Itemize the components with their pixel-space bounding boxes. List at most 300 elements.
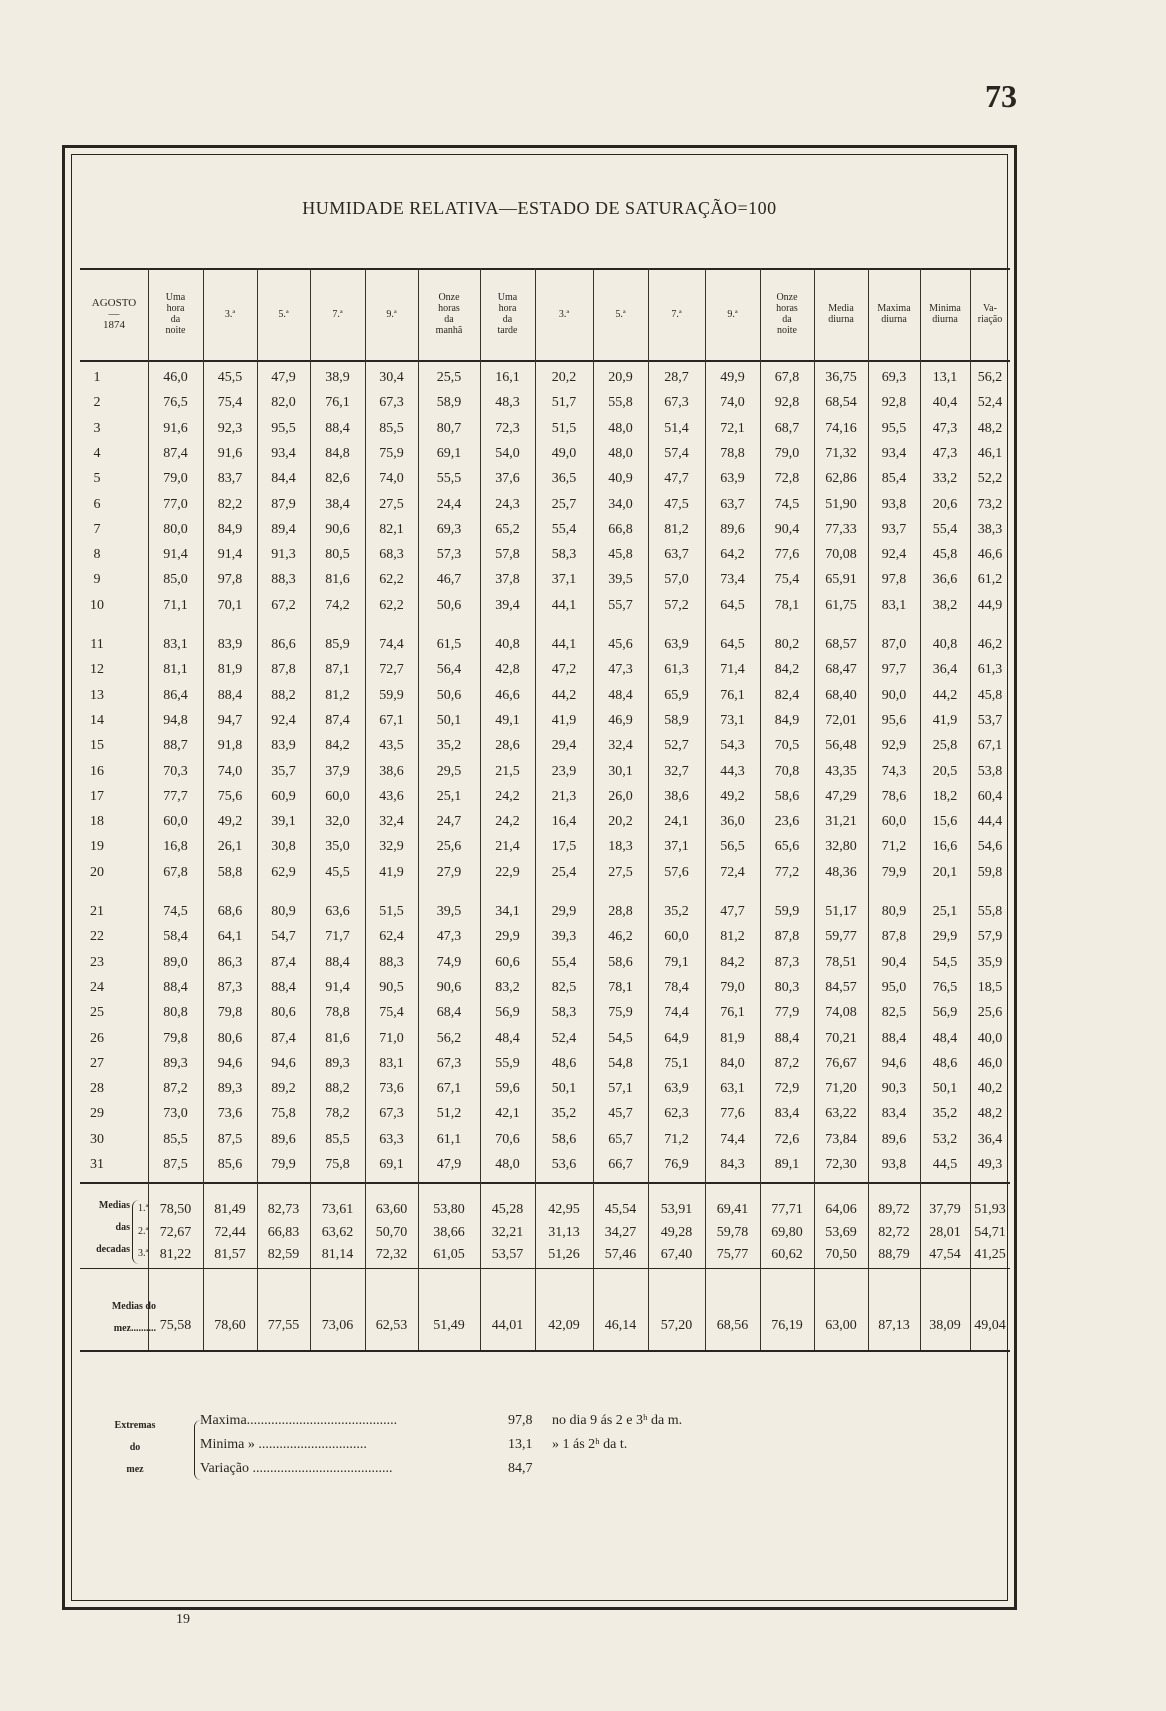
column-header: Uma hora da noite — [165, 292, 186, 336]
table-cell: 60,6 — [495, 954, 520, 970]
column-header: Onze horas da noite — [776, 292, 798, 336]
day-number: 23 — [90, 954, 104, 970]
table-cell: 80,7 — [436, 420, 462, 436]
table-cell: 83,7 — [217, 471, 243, 487]
table-cell: 20,9 — [608, 370, 633, 385]
table-cell: 91,6 — [217, 445, 243, 461]
table-cell: 33,2 — [932, 471, 958, 487]
table-cell: 35,2 — [932, 1106, 958, 1122]
decade-cell: 42,95 — [548, 1202, 580, 1217]
table-cell: 55,5 — [436, 471, 462, 487]
table-cell: 75,4 — [217, 395, 243, 411]
table-cell: 51,2 — [436, 1106, 462, 1122]
table-cell: 57,3 — [436, 547, 462, 563]
table-cell: 68,57 — [825, 637, 857, 652]
table-cell: 89,6 — [271, 1131, 296, 1147]
table-cell: 69,1 — [379, 1157, 404, 1172]
table-cell: 44,3 — [720, 763, 745, 779]
extremes-name: Minima » ............................... — [200, 1437, 367, 1452]
day-number: 9 — [93, 572, 101, 588]
table-cell: 75,8 — [271, 1106, 296, 1122]
table-cell: 92,8 — [774, 395, 800, 411]
decade-cell: 34,27 — [604, 1224, 637, 1240]
table-cell: 21,3 — [551, 788, 577, 804]
table-cell: 72,30 — [825, 1157, 857, 1172]
decade-cell: 72,44 — [214, 1224, 246, 1240]
table-cell: 88,3 — [379, 954, 404, 970]
table-cell: 84,2 — [325, 738, 350, 754]
table-cell: 61,3 — [664, 662, 689, 678]
column-header: Media diurna — [828, 303, 854, 325]
table-cell: 85,0 — [163, 572, 188, 588]
footer-signature: 19 — [176, 1612, 190, 1627]
table-cell: 82,4 — [774, 687, 800, 703]
extremes-label: Extremas do mez — [114, 1420, 156, 1475]
table-cell: 75,6 — [217, 788, 243, 804]
table-cell: 46,7 — [436, 572, 462, 588]
table-cell: 24,3 — [495, 496, 520, 512]
table-cell: 87,2 — [163, 1081, 188, 1097]
decade-cell: 47,54 — [929, 1247, 961, 1262]
table-cell: 53,7 — [977, 712, 1003, 728]
table-cell: 25,8 — [932, 738, 958, 754]
table-cell: 15,6 — [932, 814, 958, 830]
table-cell: 55,8 — [608, 395, 633, 411]
decade-cell: 57,46 — [604, 1247, 637, 1262]
table-cell: 49,3 — [977, 1157, 1003, 1172]
column-header: 3.ª — [224, 308, 236, 320]
table-cell: 21,5 — [495, 763, 520, 779]
table-cell: 80,6 — [271, 1005, 296, 1021]
table-cell: 97,8 — [217, 572, 243, 588]
table-cell: 72,4 — [720, 864, 745, 880]
table-cell: 48,4 — [932, 1030, 958, 1046]
header-bottom-rule — [80, 360, 1010, 362]
decade-cell: 53,57 — [491, 1247, 524, 1262]
table-cell: 39,4 — [495, 597, 520, 613]
table-cell: 57,1 — [608, 1081, 633, 1097]
table-cell: 27,9 — [436, 864, 462, 880]
table-cell: 64,9 — [664, 1030, 689, 1046]
table-cell: 40,4 — [932, 395, 958, 411]
month-mean-cell: 38,09 — [929, 1318, 961, 1333]
table-cell: 62,9 — [271, 864, 296, 880]
table-cell: 89,1 — [774, 1157, 800, 1172]
table-cell: 93,8 — [881, 1157, 907, 1172]
table-cell: 74,4 — [379, 637, 404, 652]
table-cell: 26,1 — [217, 839, 243, 855]
table-cell: 81,1 — [163, 662, 188, 678]
page-number: 73 — [985, 78, 1017, 114]
table-cell: 45,5 — [217, 370, 243, 385]
table-cell: 50,6 — [436, 687, 462, 703]
table-cell: 62,2 — [379, 597, 404, 613]
table-cell: 82,0 — [271, 395, 296, 411]
column-header: 7.ª — [332, 308, 343, 320]
table-cell: 58,9 — [436, 395, 462, 411]
table-cell: 54,6 — [977, 839, 1003, 855]
table-cell: 52,7 — [664, 738, 689, 754]
table-cell: 37,1 — [664, 839, 689, 855]
table-cell: 87,4 — [325, 712, 350, 728]
table-cell: 44,1 — [551, 597, 577, 613]
table-cell: 51,90 — [825, 496, 857, 512]
table-cell: 41,9 — [379, 864, 404, 880]
table-cell: 81,2 — [664, 521, 689, 537]
table-cell: 72,1 — [720, 420, 745, 436]
table-cell: 28,7 — [664, 370, 689, 385]
table-cell: 72,9 — [774, 1081, 800, 1097]
decade-cell: 45,54 — [604, 1202, 637, 1217]
table-cell: 60,0 — [325, 788, 350, 804]
table-cell: 36,0 — [720, 814, 745, 830]
table-cell: 59,8 — [977, 864, 1003, 880]
table-cell: 65,2 — [495, 521, 520, 537]
day-number: 22 — [90, 929, 104, 945]
decade-cell: 89,72 — [878, 1202, 910, 1217]
table-cell: 24,4 — [436, 496, 462, 512]
table-cell: 16,4 — [551, 814, 577, 830]
table-cell: 18,5 — [977, 979, 1003, 995]
table-cell: 79,0 — [163, 471, 188, 487]
month-mean-cell: 42,09 — [548, 1318, 580, 1333]
decade-cell: 66,83 — [267, 1224, 300, 1240]
table-cell: 57,4 — [664, 445, 689, 461]
table-cell: 94,8 — [163, 712, 188, 728]
extremes-value: 84,7 — [508, 1461, 533, 1476]
table-cell: 87,8 — [774, 929, 800, 945]
table-cell: 38,3 — [977, 521, 1003, 537]
table-cell: 34,0 — [608, 496, 633, 512]
table-cell: 63,7 — [720, 496, 745, 512]
table-cell: 45,6 — [608, 637, 633, 652]
table-cell: 64,5 — [720, 637, 745, 652]
table-cell: 79,1 — [664, 954, 689, 970]
table-cell: 58,9 — [664, 712, 689, 728]
table-cell: 44,1 — [551, 637, 577, 652]
table-cell: 26,0 — [608, 788, 633, 804]
table-cell: 66,8 — [608, 521, 633, 537]
table-cell: 74,5 — [774, 496, 800, 512]
table-cell: 17,5 — [551, 839, 577, 855]
table-cell: 29,9 — [932, 929, 958, 945]
table-cell: 50,1 — [436, 712, 462, 728]
table-cell: 90,5 — [379, 979, 404, 995]
decade-cell: 51,26 — [548, 1247, 580, 1262]
decade-cell: 78,50 — [159, 1202, 192, 1217]
table-cell: 53,8 — [977, 763, 1003, 779]
table-cell: 44,4 — [977, 814, 1003, 830]
day-number: 1 — [93, 370, 101, 385]
table-cell: 42,8 — [495, 662, 520, 678]
table-cell: 81,9 — [217, 662, 243, 678]
table-cell: 83,4 — [774, 1106, 800, 1122]
table-cell: 79,9 — [271, 1157, 296, 1172]
table-cell: 90,4 — [774, 521, 800, 537]
table-cell: 55,7 — [608, 597, 633, 613]
table-cell: 72,01 — [825, 712, 857, 728]
decade-cell: 38,66 — [433, 1224, 465, 1240]
table-cell: 67,3 — [664, 395, 689, 411]
table-cell: 30,1 — [608, 763, 633, 779]
table-cell: 92,4 — [881, 547, 907, 563]
table-cell: 36,4 — [932, 662, 958, 678]
table-cell: 88,2 — [271, 687, 296, 703]
day-number: 26 — [90, 1030, 104, 1046]
table-cell: 94,7 — [217, 712, 243, 728]
table-cell: 70,1 — [217, 597, 243, 613]
day-number: 8 — [93, 547, 101, 563]
table-cell: 60,9 — [271, 788, 296, 804]
table-cell: 91,3 — [271, 547, 296, 563]
table-cell: 70,6 — [495, 1131, 520, 1147]
table-cell: 57,2 — [664, 597, 689, 613]
table-cell: 91,4 — [325, 979, 350, 995]
table-cell: 73,6 — [217, 1106, 243, 1122]
table-cell: 58,6 — [774, 788, 800, 804]
table-cell: 36,5 — [551, 471, 577, 487]
table-cell: 60,0 — [664, 929, 689, 945]
table-cell: 23,9 — [551, 763, 577, 779]
table-cell: 83,9 — [271, 738, 296, 754]
month-mean-cell: 75,58 — [159, 1318, 192, 1333]
table-cell: 40,0 — [977, 1030, 1003, 1046]
table-cell: 51,4 — [664, 420, 689, 436]
table-cell: 58,6 — [608, 954, 633, 970]
table-cell: 68,7 — [774, 420, 800, 436]
table-cell: 70,08 — [825, 547, 857, 563]
table-cell: 53,6 — [551, 1157, 577, 1172]
table-cell: 37,8 — [495, 572, 520, 588]
extremes-name: Variação ........................................ — [200, 1461, 393, 1476]
decade-cell: 82,73 — [267, 1202, 300, 1217]
extremes-note: » 1 ás 2ʰ da t. — [552, 1437, 628, 1452]
table-cell: 47,7 — [720, 904, 745, 919]
table-cell: 35,7 — [271, 763, 296, 779]
table-cell: 83,1 — [163, 637, 188, 652]
table-cell: 80,8 — [163, 1005, 188, 1021]
table-cell: 71,0 — [379, 1030, 404, 1046]
day-number: 7 — [93, 521, 101, 537]
table-cell: 72,7 — [379, 662, 404, 678]
decade-cell: 81,57 — [214, 1247, 246, 1262]
table-cell: 59,9 — [774, 904, 800, 919]
extremes-value: 97,8 — [508, 1413, 533, 1428]
table-cell: 87,0 — [881, 637, 907, 652]
table-cell: 95,0 — [881, 979, 907, 995]
table-cell: 40,2 — [977, 1081, 1003, 1097]
table-cell: 89,0 — [163, 954, 188, 970]
table-cell: 89,2 — [271, 1081, 296, 1097]
table-cell: 50,1 — [551, 1081, 577, 1097]
table-cell: 46,0 — [977, 1055, 1003, 1071]
table-cell: 45,8 — [977, 687, 1003, 703]
table-cell: 38,6 — [379, 763, 404, 779]
table-cell: 67,1 — [977, 738, 1003, 754]
table-cell: 55,4 — [932, 521, 958, 537]
table-cell: 47,9 — [271, 370, 296, 385]
table-cell: 97,7 — [881, 662, 907, 678]
table-cell: 69,3 — [436, 521, 462, 537]
table-cell: 80,6 — [217, 1030, 243, 1046]
table-title: HUMIDADE RELATIVA—ESTADO DE SATURAÇÃO=100 — [302, 198, 777, 218]
table-cell: 44,5 — [932, 1157, 958, 1172]
table-cell: 78,1 — [608, 979, 633, 995]
table-cell: 20,2 — [608, 814, 633, 830]
table-cell: 81,6 — [325, 572, 350, 588]
table-cell: 61,5 — [436, 637, 462, 652]
table-cell: 50,6 — [436, 597, 462, 613]
table-cell: 54,5 — [932, 954, 958, 970]
table-cell: 47,5 — [664, 496, 689, 512]
decade-cell: 70,50 — [825, 1247, 857, 1262]
table-cell: 28,6 — [495, 738, 520, 754]
table-cell: 29,9 — [495, 929, 520, 945]
day-number: 29 — [90, 1106, 104, 1122]
column-header: Maxima diurna — [877, 303, 911, 325]
table-cell: 63,7 — [664, 547, 689, 563]
decade-cell: 69,41 — [716, 1202, 749, 1217]
table-cell: 77,9 — [774, 1005, 800, 1021]
table-cell: 58,3 — [551, 547, 577, 563]
table-cell: 53,2 — [932, 1131, 958, 1147]
table-cell: 20,6 — [932, 496, 958, 512]
table-cell: 75,8 — [325, 1157, 350, 1172]
table-cell: 57,0 — [664, 572, 689, 588]
decade-cell: 51,93 — [974, 1202, 1006, 1217]
table-cell: 90,4 — [881, 954, 907, 970]
table-cell: 76,9 — [664, 1157, 689, 1172]
month-mean-cell: 51,49 — [433, 1318, 465, 1333]
table-cell: 65,7 — [608, 1131, 633, 1147]
day-number: 11 — [90, 637, 104, 652]
table-cell: 29,4 — [551, 738, 577, 754]
table-cell: 84,2 — [720, 954, 745, 970]
table-cell: 94,6 — [217, 1055, 243, 1071]
table-cell: 47,29 — [825, 788, 857, 804]
table-cell: 52,4 — [977, 395, 1003, 411]
decade-label: 3.ª — [138, 1248, 149, 1259]
table-cell: 75,9 — [608, 1005, 633, 1021]
table-cell: 34,1 — [495, 904, 520, 919]
table-cell: 74,3 — [881, 763, 907, 779]
table-cell: 78,1 — [774, 597, 800, 613]
table-cell: 91,6 — [163, 420, 188, 436]
table-cell: 29,9 — [551, 904, 577, 919]
table-cell: 89,6 — [881, 1131, 907, 1147]
table-cell: 25,5 — [436, 370, 462, 385]
table-cell: 43,5 — [379, 738, 404, 754]
month-mean-cell: 73,06 — [321, 1318, 354, 1333]
table-cell: 68,54 — [825, 395, 857, 411]
table-cell: 88,4 — [881, 1030, 907, 1046]
table-cell: 70,3 — [163, 763, 188, 779]
table-cell: 86,3 — [217, 954, 243, 970]
day-number: 10 — [90, 597, 104, 613]
table-cell: 61,3 — [977, 662, 1003, 678]
table-cell: 79,8 — [217, 1005, 243, 1021]
table-cell: 22,9 — [495, 864, 520, 880]
decade-cell: 81,22 — [159, 1247, 192, 1262]
table-cell: 56,2 — [977, 370, 1003, 385]
table-cell: 38,4 — [325, 496, 350, 512]
table-cell: 61,2 — [977, 572, 1003, 588]
table-cell: 23,6 — [774, 814, 800, 830]
decade-cell: 63,60 — [375, 1202, 408, 1217]
day-number: 17 — [90, 788, 104, 804]
table-cell: 62,2 — [379, 572, 404, 588]
table-cell: 82,1 — [379, 521, 404, 537]
table-cell: 88,4 — [774, 1030, 800, 1046]
table-cell: 89,3 — [217, 1081, 243, 1097]
decade-cell: 50,70 — [375, 1224, 408, 1240]
column-header: 9.ª — [727, 308, 738, 320]
table-cell: 71,1 — [163, 597, 188, 613]
table-cell: 24,2 — [495, 788, 520, 804]
table-cell: 35,2 — [551, 1106, 577, 1122]
table-cell: 32,4 — [379, 814, 404, 830]
table-cell: 46,0 — [163, 370, 188, 385]
table-cell: 84,0 — [720, 1055, 745, 1071]
day-number: 15 — [90, 738, 104, 754]
table-cell: 32,80 — [825, 839, 857, 855]
table-cell: 30,4 — [379, 370, 404, 385]
table-cell: 90,3 — [881, 1081, 907, 1097]
table-cell: 71,32 — [825, 445, 857, 461]
table-cell: 48,0 — [608, 420, 633, 436]
table-cell: 81,2 — [325, 687, 350, 703]
month-mean-cell: 62,53 — [375, 1318, 408, 1333]
table-cell: 91,4 — [163, 547, 188, 563]
table-cell: 49,9 — [720, 370, 745, 385]
column-header: Uma hora da tarde — [497, 292, 518, 336]
decade-cell: 73,61 — [321, 1202, 354, 1217]
table-cell: 85,4 — [881, 471, 907, 487]
monthmean-bottom-rule — [80, 1350, 1010, 1352]
month-mean-cell: 68,56 — [716, 1318, 749, 1333]
table-cell: 76,1 — [325, 395, 350, 411]
table-cell: 45,5 — [325, 864, 350, 880]
table-cell: 49,0 — [551, 445, 577, 461]
table-cell: 74,5 — [163, 904, 188, 919]
decade-cell: 67,40 — [660, 1247, 693, 1262]
day-number: 27 — [90, 1055, 104, 1071]
table-cell: 93,7 — [881, 521, 907, 537]
table-cell: 48,4 — [495, 1030, 520, 1046]
table-cell: 73,4 — [720, 572, 745, 588]
table-cell: 87,3 — [217, 979, 243, 995]
table-cell: 75,4 — [774, 572, 800, 588]
table-cell: 55,4 — [551, 521, 577, 537]
table-cell: 30,8 — [271, 839, 296, 855]
decade-cell: 49,28 — [660, 1224, 693, 1240]
day-number: 24 — [90, 979, 104, 995]
table-cell: 67,3 — [379, 1106, 404, 1122]
extremes-name: Maxima........................................... — [200, 1413, 398, 1428]
table-cell: 49,1 — [495, 712, 520, 728]
table-cell: 16,8 — [163, 839, 188, 855]
table-cell: 65,6 — [774, 839, 800, 855]
extremes-note: no dia 9 ás 2 e 3ʰ da m. — [552, 1413, 683, 1428]
table-cell: 52,4 — [551, 1030, 577, 1046]
table-cell: 67,8 — [163, 864, 188, 880]
month-mean-cell: 46,14 — [604, 1318, 637, 1333]
table-cell: 62,3 — [664, 1106, 689, 1122]
day-number: 4 — [93, 445, 101, 461]
table-cell: 81,6 — [325, 1030, 350, 1046]
table-cell: 88,3 — [271, 572, 296, 588]
table-cell: 54,0 — [495, 445, 520, 461]
